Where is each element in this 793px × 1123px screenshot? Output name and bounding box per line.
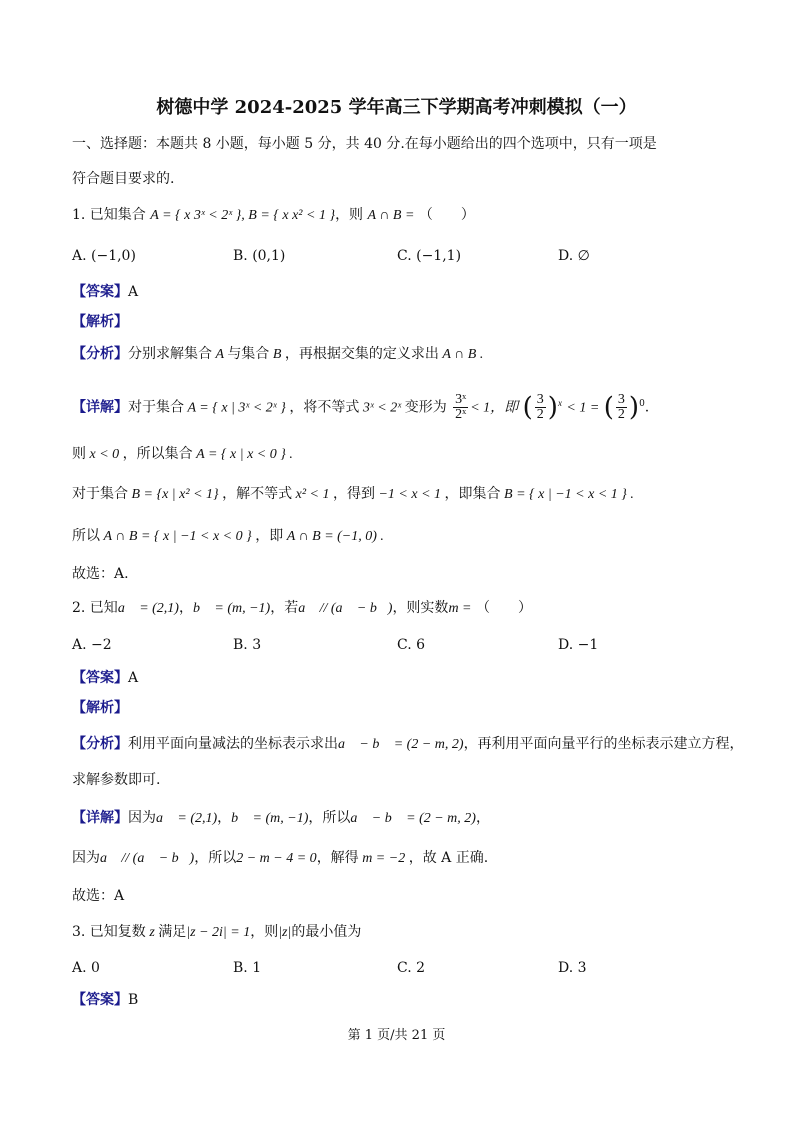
q1-setb-line <box>72 484 634 505</box>
text: 因为 <box>72 850 100 866</box>
q1-detail-text-g: < 1 = <box>566 400 600 416</box>
math: b⃗ = (m, −1) <box>231 811 309 826</box>
text: ，解得 <box>316 850 359 866</box>
text: ，解不等式 <box>222 486 293 502</box>
q2-stem <box>72 598 532 619</box>
paren-close: ) <box>628 392 640 423</box>
math: 2 − m − 4 = 0 <box>236 851 317 866</box>
q2-detail <box>72 808 490 829</box>
section-heading-line1: 一、选择题：本题共 8 小题，每小题 5 分，共 40 分.在每小题给出的四个选项中，只有一项是 <box>72 136 657 152</box>
q1-answer <box>72 282 138 302</box>
math: x² < 1 <box>292 487 333 502</box>
q1-analysis-tag: 【解析】 <box>72 314 128 330</box>
section-heading-line2: 符合题目要求的. <box>72 171 175 187</box>
math: A ∩ B = (−1, 0) . <box>283 529 384 544</box>
exp-0: 0 <box>639 399 645 409</box>
q2-option-d: D. −1 <box>558 637 599 653</box>
q2-answer-value: A <box>128 670 139 686</box>
text: 3. 已知复数 <box>72 924 146 940</box>
q1-fenxi-A: A <box>212 347 228 362</box>
q1-detail-fraction-32a <box>535 393 546 422</box>
q1-set-a: A = { x 3ˣ < 2ˣ } <box>150 208 242 223</box>
q1-option-b: B. (0,1) <box>233 248 286 264</box>
q1-set-b: , B = { x x² < 1 } <box>241 208 336 223</box>
q2-fenxi-cont: 求解参数即可. <box>72 772 161 788</box>
q1-detail-text-b: ，将不等式 <box>289 399 360 416</box>
q1-answer-value: A <box>128 284 139 300</box>
frac-numerator: 3ˣ <box>455 392 467 408</box>
q2-answer <box>72 668 138 688</box>
variable-m: m = <box>448 601 472 616</box>
text: ，得到 <box>332 486 375 502</box>
exp-x: x <box>557 398 562 408</box>
q1-fenxi-expr: A ∩ B . <box>438 347 484 362</box>
page-footer: 第 1 页/共 21 页 <box>347 1028 446 1043</box>
frac-numerator: 3 <box>536 392 544 408</box>
q2-detail-line2 <box>72 848 488 869</box>
q1-detail-text-c: 变形为 <box>404 399 447 416</box>
q2-fenxi <box>72 734 744 755</box>
q3-option-a: A. 0 <box>72 960 100 976</box>
q1-fenxi-text-b: 与集合 <box>227 346 270 362</box>
math: A ∩ B = { x | −1 < x < 0 } <box>100 529 256 544</box>
q1-detail-text-d: < 1，即 <box>470 400 519 416</box>
q3-answer-value: B <box>128 992 139 1008</box>
paren-close: ) <box>547 392 558 423</box>
paren-open: ( <box>522 392 533 423</box>
text: ，则 <box>250 924 279 940</box>
math: m = −2 <box>358 851 409 866</box>
text: ，若 <box>270 600 299 616</box>
text: ，所以 <box>308 810 351 826</box>
answer-tag: 【答案】 <box>72 992 128 1008</box>
detail-tag: 【详解】 <box>72 810 128 826</box>
text: 对于集合 <box>72 486 128 502</box>
q1-expr: A ∩ B = <box>367 208 415 223</box>
fenxi-tag: 【分析】 <box>72 736 128 752</box>
math: B = {x | x² < 1} <box>128 487 223 502</box>
q2-option-c: C. 6 <box>397 637 426 653</box>
text: ，所以集合 <box>122 446 193 462</box>
q1-stem-then: ，则 <box>335 207 364 223</box>
fenxi-tag: 【分析】 <box>72 346 128 362</box>
q2-blank: （ ） <box>475 600 532 616</box>
math: a⃗ // (a⃗ − b⃗) <box>100 851 195 866</box>
paren-open: ( <box>603 392 614 423</box>
vector-b: b⃗ = (m, −1) <box>192 601 271 616</box>
condition: a⃗ // (a⃗ − b⃗) <box>298 601 393 616</box>
math: |z| <box>278 925 292 940</box>
text: 所以 <box>72 528 100 544</box>
q1-detail-set: A = { x | 3ˣ < 2ˣ } <box>184 400 290 416</box>
q3-option-d: D. 3 <box>558 960 587 976</box>
vector-a: a⃗ = (2,1) <box>117 601 179 616</box>
q2-analysis-tag: 【解析】 <box>72 700 128 716</box>
text: ， <box>178 600 193 616</box>
frac-numerator: 3 <box>617 392 625 408</box>
answer-tag: 【答案】 <box>72 284 128 300</box>
math: a⃗ = (2,1) <box>156 811 218 826</box>
q2-option-a: A. −2 <box>72 637 112 653</box>
q1-option-a: A. (−1,0) <box>72 248 136 264</box>
q1-detail-fraction <box>453 393 468 422</box>
q1-fenxi <box>72 344 483 365</box>
text: ， <box>475 810 490 826</box>
q1-option-d: D. ∅ <box>558 248 590 264</box>
text: 则 <box>72 446 86 462</box>
math: B = { x | −1 < x < 1 } . <box>500 487 634 502</box>
q1-fenxi-text-c: ，再根据交集的定义求出 <box>284 346 439 362</box>
q1-detail-ineq: 3ˣ < 2ˣ <box>359 400 405 416</box>
q1-stem-prefix: 1. 已知集合 <box>72 207 146 223</box>
text: ，再利用平面向量平行的坐标表示建立方程， <box>463 736 744 752</box>
text: ，即集合 <box>444 486 501 502</box>
page-title: 树德中学 2024-2025 学年高三下学期高考冲刺模拟（一） <box>156 97 637 118</box>
q1-blank: （ ） <box>418 207 475 223</box>
math: x < 0 <box>86 447 123 462</box>
frac-denominator: 2 <box>536 407 544 423</box>
math: A = { x | x < 0 } . <box>192 447 293 462</box>
text: ，故 A 正确. <box>408 850 489 866</box>
text: 满足 <box>158 924 187 940</box>
q1-choose: 故选：A. <box>72 566 129 582</box>
q3-option-b: B. 1 <box>233 960 262 976</box>
text: 的最小值为 <box>291 924 362 940</box>
q1-fenxi-B: B <box>269 347 285 362</box>
q3-answer <box>72 990 138 1010</box>
math: |z − 2i| = 1 <box>186 925 251 940</box>
q1-detail: 【详解】对于集合 A = { x | 3ˣ < 2ˣ } ，将不等式 3ˣ < 2ˣ 变形为 $\frac{\text{3ˣ}}{\text{2ˣ}}$ < 1，即 ( $\frac{3}{2}$ )$^x$ < 1 = ( $\frac{3}{2}$ )$^0$. <box>72 392 650 423</box>
text: 利用平面向量减法的坐标表示求出 <box>128 736 338 752</box>
q2-option-b: B. 3 <box>233 637 262 653</box>
math: −1 < x < 1 <box>374 487 445 502</box>
q1-detail-fraction-32b <box>616 393 627 422</box>
text: ，则实数 <box>392 600 449 616</box>
text: ，所以 <box>194 850 237 866</box>
math: z <box>145 925 159 940</box>
text: ， <box>217 810 232 826</box>
text: 因为 <box>128 810 156 826</box>
frac-denominator: 2 <box>617 407 625 423</box>
q2-choose: 故选：A <box>72 888 125 904</box>
text: ，即 <box>255 528 284 544</box>
q1-detail-text-a: 对于集合 <box>128 399 184 416</box>
q1-then-line <box>72 444 293 465</box>
frac-denominator: 2ˣ <box>455 407 467 423</box>
q1-stem <box>72 205 475 226</box>
math: a⃗ − b⃗ = (2 − m, 2) <box>350 811 476 826</box>
q1-so-line <box>72 526 384 547</box>
q1-option-c: C. (−1,1) <box>397 248 462 264</box>
answer-tag: 【答案】 <box>72 670 128 686</box>
q3-option-c: C. 2 <box>397 960 426 976</box>
text: 2. 已知 <box>72 600 118 616</box>
q3-stem <box>72 922 361 943</box>
detail-tag: 【详解】 <box>72 399 128 416</box>
math: a⃗ − b⃗ = (2 − m, 2) <box>338 737 464 752</box>
q1-fenxi-text-a: 分别求解集合 <box>128 346 212 362</box>
